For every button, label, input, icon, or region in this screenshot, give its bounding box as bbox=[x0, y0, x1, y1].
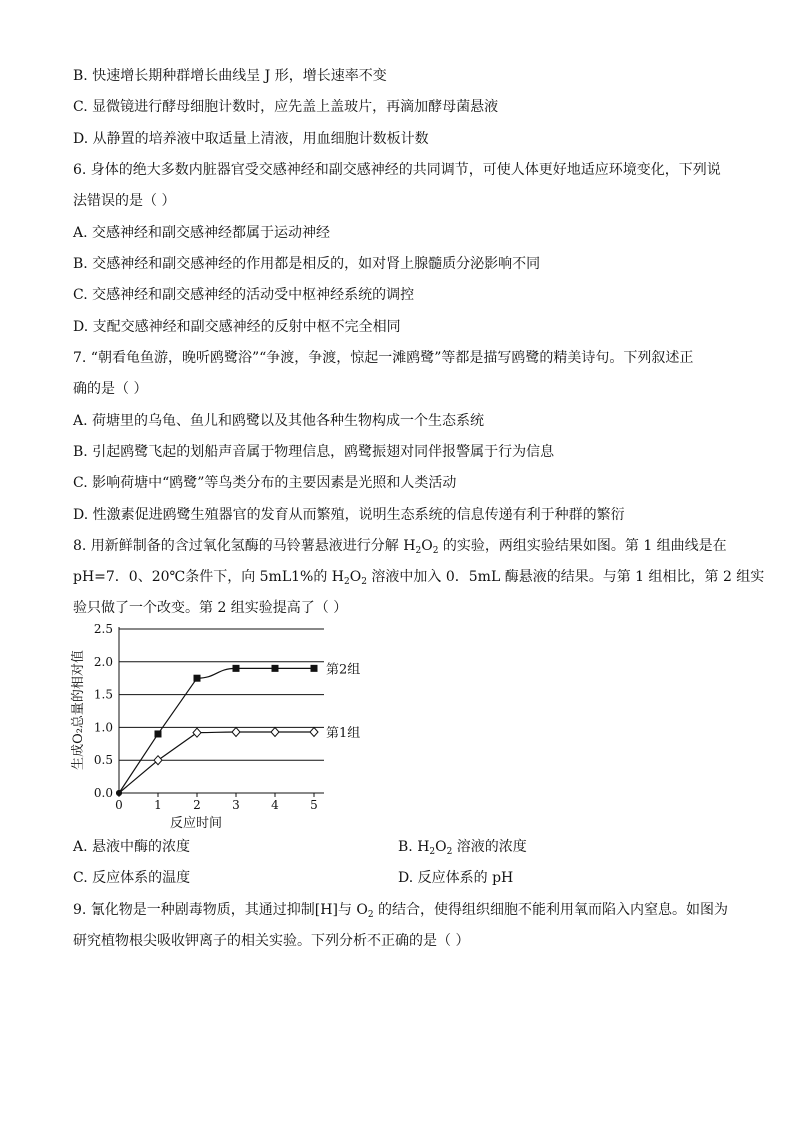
data-point bbox=[194, 675, 201, 682]
x-tick-label: 4 bbox=[271, 798, 279, 812]
x-axis-label: 反应时间 bbox=[169, 816, 223, 831]
q5-option-c: C. 显微镜进行酵母细胞计数时，应先盖上盖玻片，再滴加酵母菌悬液 bbox=[73, 99, 499, 115]
series-line bbox=[119, 668, 314, 793]
data-point bbox=[193, 728, 201, 737]
data-point bbox=[310, 727, 318, 736]
series-label: 第2组 bbox=[326, 662, 361, 678]
q8-option-c: C. 反应体系的温度 bbox=[73, 870, 191, 886]
q6-stem-line1: 6. 身体的绝大多数内脏器官受交感神经和副交感神经的共同调节，可使人体更好地适应环境变化，下列说 bbox=[73, 162, 721, 178]
x-tick-label: 5 bbox=[310, 798, 318, 812]
q9-stem-line2: 研究植物根尖吸收钾离子的相关实验。下列分析不正确的是（ ） bbox=[73, 933, 470, 949]
q9-stem-line1: 9. 氰化物是一种剧毒物质，其通过抑制[H]与 $O_2$ 的结合，使得组织细胞不能利用氧而陷入内窒息。如图为 bbox=[73, 902, 729, 920]
x-tick-labels bbox=[115, 793, 318, 812]
q6-option-d: D. 支配交感神经和副交感神经的反射中枢不完全相同 bbox=[73, 319, 401, 335]
q5-option-b: B. 快速增长期种群增长曲线呈 J 形，增长速率不变 bbox=[73, 68, 387, 84]
q7-option-b: B. 引起鸥鹭飞起的划船声音属于物理信息，鸥鹭振翅对同伴报警属于行为信息 bbox=[73, 444, 555, 460]
q8-stem-line1: 8. 用新鲜制备的含过氧化氢酶的马铃薯悬液进行分解 $H_2O_2$ 的实验，两组实验结果如图。第 1 组曲线是在 bbox=[73, 538, 727, 556]
x-tick-label: 3 bbox=[232, 798, 240, 812]
chart-series bbox=[116, 662, 360, 796]
x-tick-label: 1 bbox=[154, 798, 162, 812]
series-2 bbox=[116, 726, 360, 796]
q6-stem-line2: 法错误的是（ ） bbox=[73, 193, 176, 209]
y-axis-label: 生成O₂总量的相对值 bbox=[71, 650, 86, 770]
y-tick-label: 1.5 bbox=[93, 687, 113, 702]
y-tick-label: 2.0 bbox=[93, 654, 113, 669]
q7-stem-line2: 确的是（ ） bbox=[73, 381, 148, 397]
y-tick-labels bbox=[94, 622, 113, 800]
data-point bbox=[116, 790, 122, 796]
data-point bbox=[154, 756, 162, 765]
q8-stem-line2: pH=7．0、20℃条件下，向 5mL1%的 $H_2O_2$ 溶液中加入 0．5mL 酶悬液的结果。与第 1 组相比，第 2 组实 bbox=[73, 569, 765, 587]
y-tick-label: 2.5 bbox=[93, 622, 113, 636]
q7-option-c: C. 影响荷塘中“鸥鹭”等鸟类分布的主要因素是光照和人类活动 bbox=[73, 475, 457, 491]
data-point bbox=[271, 727, 279, 736]
q6-option-c: C. 交感神经和副交感神经的活动受中枢神经系统的调控 bbox=[73, 287, 415, 303]
data-point bbox=[311, 665, 318, 672]
q8-option-d: D. 反应体系的 pH bbox=[398, 870, 514, 886]
chart-gridlines bbox=[119, 629, 324, 760]
q6-option-a: A. 交感神经和副交感神经都属于运动神经 bbox=[73, 225, 331, 241]
series-line bbox=[119, 732, 314, 793]
q8-option-a: A. 悬液中酶的浓度 bbox=[73, 839, 191, 855]
series-label: 第1组 bbox=[326, 725, 361, 741]
y-tick-label: 1.0 bbox=[93, 720, 113, 735]
q7-option-a: A. 荷塘里的乌龟、鱼儿和鸥鹭以及其他各种生物构成一个生态系统 bbox=[73, 413, 485, 429]
q6-option-b: B. 交感神经和副交感神经的作用都是相反的，如对肾上腺髓质分泌影响不同 bbox=[73, 256, 541, 272]
x-tick-label: 2 bbox=[193, 798, 201, 812]
data-point bbox=[232, 727, 240, 736]
data-point bbox=[155, 730, 162, 737]
data-point bbox=[233, 665, 240, 672]
q5-option-d: D. 从静置的培养液中取适量上清液，用血细胞计数板计数 bbox=[73, 131, 429, 147]
y-tick-label: 0.0 bbox=[93, 786, 113, 800]
o2-production-chart bbox=[60, 617, 380, 837]
y-tick-label: 0.5 bbox=[93, 753, 113, 768]
q7-stem-line1: 7. “朝看龟鱼游，晚听鸥鹭浴”“争渡，争渡，惊起一滩鸥鹭”等都是描写鸥鹭的精美诗句。下列叙述正 bbox=[73, 350, 694, 366]
q8-stem-line3: 验只做了一个改变。第 2 组实验提高了（ ） bbox=[73, 600, 348, 616]
q7-option-d: D. 性激素促进鸥鹭生殖器官的发育从而繁殖，说明生态系统的信息传递有利于种群的繁衍 bbox=[73, 507, 625, 523]
data-point bbox=[272, 665, 279, 672]
q8-option-b: B. $H_2O_2$ 溶液的浓度 bbox=[398, 839, 527, 857]
x-tick-label: 0 bbox=[115, 798, 123, 812]
